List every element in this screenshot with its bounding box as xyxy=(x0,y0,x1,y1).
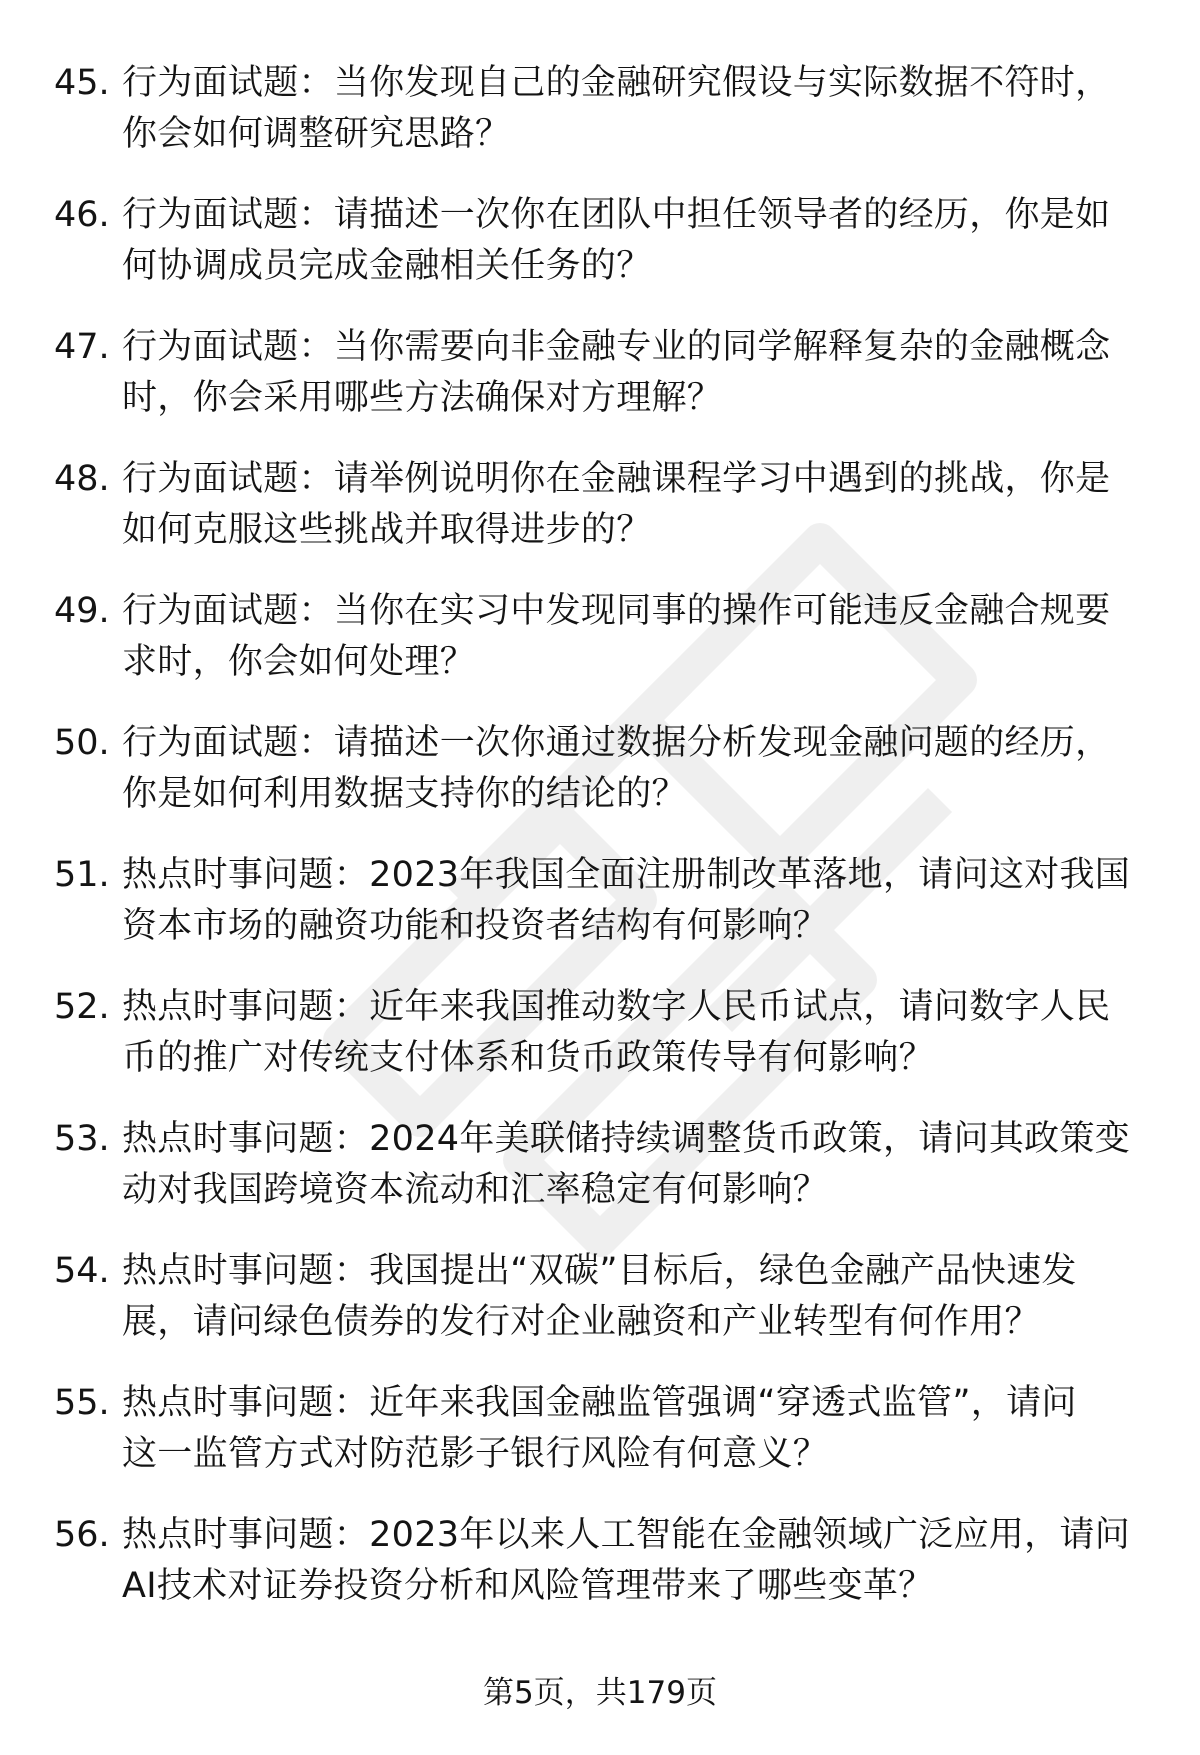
question-number: 49. xyxy=(54,591,110,631)
question-number: 54. xyxy=(54,1251,110,1291)
question-text-line: 求时，你会如何处理？ xyxy=(122,642,476,682)
question-number: 56. xyxy=(54,1515,110,1555)
question-item xyxy=(0,586,1200,718)
question-item xyxy=(0,1114,1200,1246)
question-number: 52. xyxy=(54,987,110,1027)
question-text-line: 资本市场的融资功能和投资者结构有何影响？ xyxy=(122,906,829,946)
question-text xyxy=(122,586,1147,688)
question-number: 45. xyxy=(54,63,110,103)
question-text-line: 行为面试题：当你需要向非金融专业的同学解释复杂的金融概念 xyxy=(122,327,1111,367)
question-number: 47. xyxy=(54,327,110,367)
question-text-line: 如何克服这些挑战并取得进步的？ xyxy=(122,510,652,550)
question-text xyxy=(122,1114,1147,1216)
question-text-line: 行为面试题：请举例说明你在金融课程学习中遇到的挑战，你是 xyxy=(122,459,1111,499)
question-text xyxy=(122,850,1147,952)
question-text-line: 这一监管方式对防范影子银行风险有何意义？ xyxy=(122,1434,829,1474)
question-item xyxy=(0,718,1200,850)
question-item xyxy=(0,322,1200,454)
question-text-line: 热点时事问题：近年来我国推动数字人民币试点，请问数字人民 xyxy=(122,987,1111,1027)
question-text xyxy=(122,718,1147,820)
question-text-line: 热点时事问题：2024年美联储持续调整货币政策，请问其政策变 xyxy=(122,1119,1131,1159)
question-text xyxy=(122,1246,1147,1348)
question-text xyxy=(122,322,1147,424)
question-text-line: 热点时事问题：我国提出“双碳”目标后，绿色金融产品快速发 xyxy=(122,1251,1077,1291)
question-text-line: 币的推广对传统支付体系和货币政策传导有何影响？ xyxy=(122,1038,934,1078)
question-item xyxy=(0,850,1200,982)
question-list xyxy=(0,58,1200,1642)
question-text-line: 何协调成员完成金融相关任务的？ xyxy=(122,246,652,286)
question-text xyxy=(122,190,1147,292)
question-number: 48. xyxy=(54,459,110,499)
question-item xyxy=(0,58,1200,190)
page-footer: 第5页，共179页 xyxy=(483,1675,717,1711)
question-text-line: 展，请问绿色债券的发行对企业融资和产业转型有何作用？ xyxy=(122,1302,1040,1342)
question-text-line: 动对我国跨境资本流动和汇率稳定有何影响？ xyxy=(122,1170,829,1210)
question-item xyxy=(0,190,1200,322)
question-text-line: 热点时事问题：近年来我国金融监管强调“穿透式监管”，请问 xyxy=(122,1383,1077,1423)
question-number: 46. xyxy=(54,195,110,235)
question-text xyxy=(122,58,1147,160)
question-text-line: 行为面试题：当你在实习中发现同事的操作可能违反金融合规要 xyxy=(122,591,1111,631)
question-item xyxy=(0,982,1200,1114)
question-text-line: 你是如何利用数据支持你的结论的？ xyxy=(122,774,687,814)
question-text-line: 热点时事问题：2023年以来人工智能在金融领域广泛应用，请问 xyxy=(122,1515,1131,1555)
question-number: 55. xyxy=(54,1383,110,1423)
question-number: 51. xyxy=(54,855,110,895)
question-text xyxy=(122,982,1147,1084)
question-item xyxy=(0,1378,1200,1510)
question-text-line: 时，你会采用哪些方法确保对方理解？ xyxy=(122,378,723,418)
question-text-line: 你会如何调整研究思路？ xyxy=(122,114,511,154)
question-text-line: 行为面试题：请描述一次你在团队中担任领导者的经历，你是如 xyxy=(122,195,1111,235)
question-text xyxy=(122,454,1147,556)
question-text-line: AI技术对证券投资分析和风险管理带来了哪些变革？ xyxy=(122,1566,934,1606)
question-text-line: 热点时事问题：2023年我国全面注册制改革落地，请问这对我国 xyxy=(122,855,1131,895)
question-number: 53. xyxy=(54,1119,110,1159)
question-item xyxy=(0,1246,1200,1378)
question-number: 50. xyxy=(54,723,110,763)
question-text-line: 行为面试题：请描述一次你通过数据分析发现金融问题的经历， xyxy=(122,723,1111,763)
question-text xyxy=(122,1510,1147,1612)
question-item xyxy=(0,1510,1200,1642)
question-item xyxy=(0,454,1200,586)
question-text xyxy=(122,1378,1147,1480)
question-text-line: 行为面试题：当你发现自己的金融研究假设与实际数据不符时， xyxy=(122,63,1111,103)
